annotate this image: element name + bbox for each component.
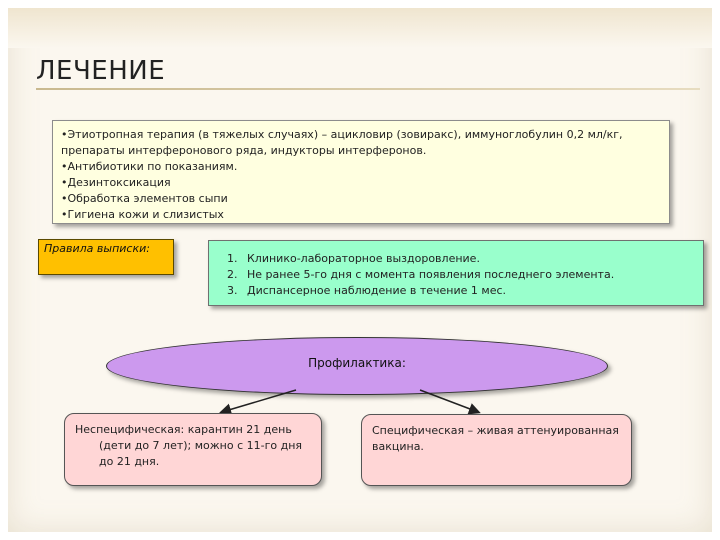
discharge-rule: 2. Не ранее 5-го дня с момента появления последнего элемента.: [241, 267, 695, 283]
slide-title: ЛЕЧЕНИЕ: [36, 56, 166, 86]
therapy-item: •Этиотропная терапия (в тяжелых случаях) – ацикловир (зовиракс), иммуноглобулин 0,2 мл/кг, препараты интерферонового ряда, индукторы интерферонов.: [61, 128, 623, 157]
therapy-item: •Гигиена кожи и слизистых: [61, 208, 224, 221]
arrow-right: [420, 390, 478, 412]
nonspecific-prophylaxis-box: [64, 413, 322, 486]
nonspecific-line2: (дети до 7 лет); можно с 11-го дня до 21 дня.: [99, 439, 303, 468]
therapy-item: •Обработка элементов сыпи: [61, 192, 228, 205]
prophylaxis-label: Профилактика:: [308, 356, 406, 370]
discharge-label: Правила выписки:: [44, 242, 150, 255]
specific-prophylaxis-box: [361, 414, 632, 486]
therapy-item: •Антибиотики по показаниям.: [61, 160, 238, 173]
discharge-rule: 1. Клинико-лабораторное выздоровление.: [241, 251, 695, 267]
arrow-left: [222, 390, 296, 412]
therapy-item: •Дезинтоксикация: [61, 176, 171, 189]
nonspecific-line1: Неспецифическая: карантин 21 день: [75, 423, 292, 436]
specific-text: Специфическая – живая аттенуированная вакцина.: [372, 424, 619, 453]
discharge-rule: 3. Диспансерное наблюдение в течение 1 мес.: [241, 283, 695, 299]
